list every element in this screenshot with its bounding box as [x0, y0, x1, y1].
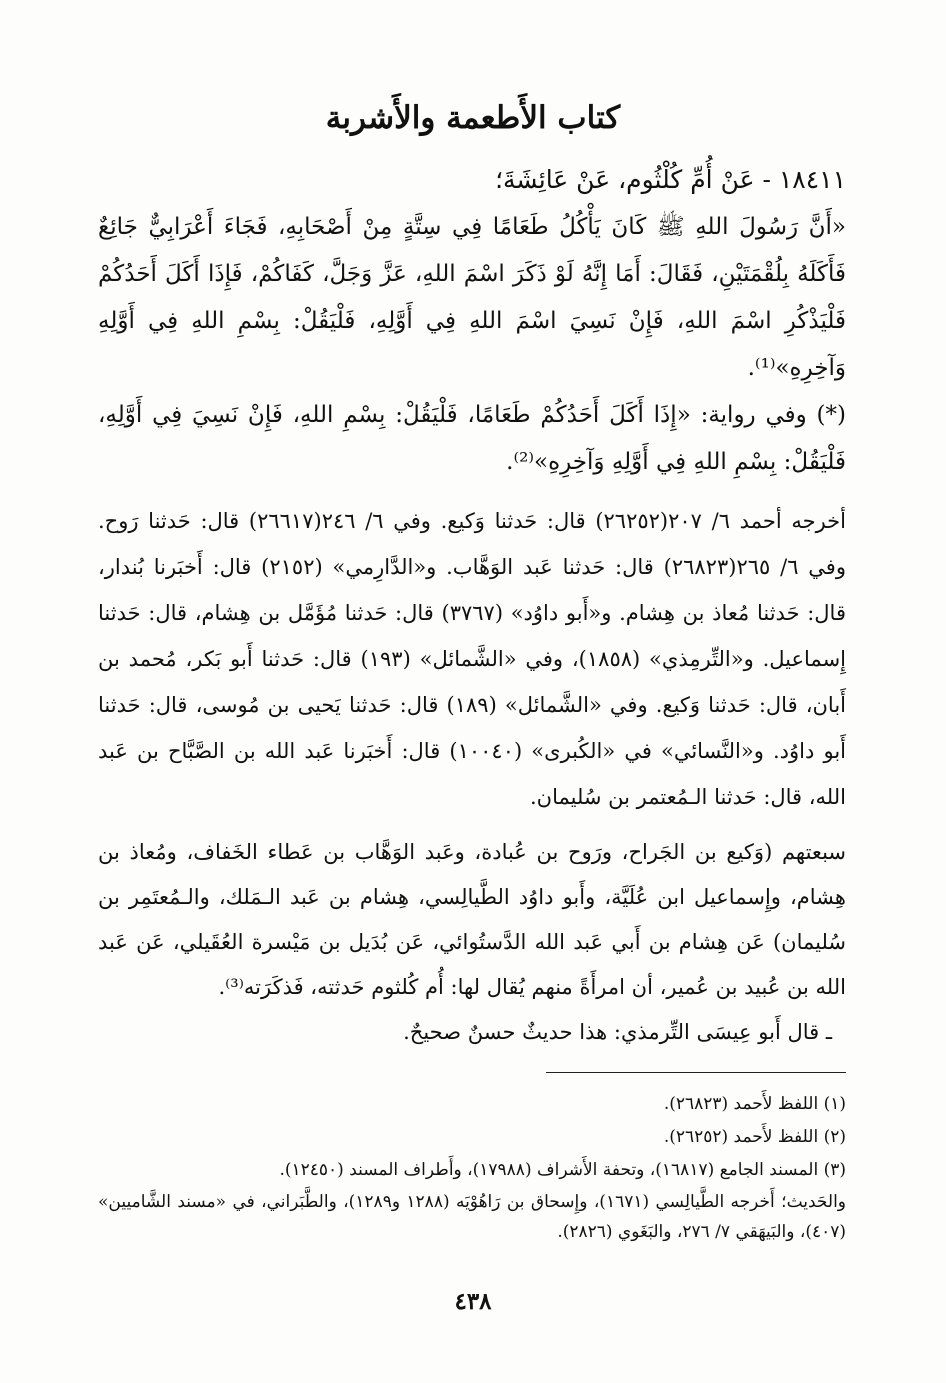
page-number: ٤٣٨: [454, 1288, 492, 1315]
main-content: [98, 160, 846, 1055]
isnad-chain-paragraph: سبعتهم (وَكيع بن الجَراح، ورَوح بن عُبادة، وعَبد الوَهَّاب بن عَطاء الخَفاف، ومُعاذ بن هِشام، وإِسماعيل ابن عُلَيَّة، وأَبو داوُد الطَّيالِسي، هِشام بن عَبد الـمَلك، والـمُعتَمِر بن سُليمان) عَن هِشام بن أَبي عَبد الله الدَّستُوائي، عَن بُدَيل بن مَيْسرة العُقَيلي، عَن عَبد الله بن عُبيد بن عُمير، أن امرأَةً منهم يُقال لها: أُم كُلثوم حَدثته، فَذكَرَته⁽³⁾.: [98, 840, 846, 999]
chapter-title: كتاب الأَطعمة والأَشربة: [325, 100, 621, 136]
footnote-3: (٣) المسند الجامع (١٦٨١٧)، وتحفة الأَشراف (١٧٩٨٨)، وأَطراف المسند (١٢٤٥٠).: [279, 1160, 846, 1180]
footnote-3-continued: والحَديث؛ أَخرجه الطَّيالِسي (١٦٧١)، وإِسحاق بن رَاهُوْيَه (١٢٨٨ و١٢٨٩)، والطَّبَراني، في «مسند الشَّاميين» (٤٠٧)، والبَيهَقي ٧/ ٢٧٦، والبَغَوي (٢٨٢٦).: [98, 1192, 846, 1242]
takhrij-paragraph: أخرجه أحمد ٦/ ٢٠٧(٢٦٢٥٢) قال: حَدثنا وَكيع. وفي ٦/ ٢٤٦(٢٦٦١٧) قال: حَدثنا رَوح. وفي ٦/ ٢٦٥(٢٦٨٢٣) قال: حَدثنا عَبد الوَهَّاب. و«الدَّارِمي» (٢١٥٢) قال: أَخبَرنا بُندار، قال: حَدثنا مُعاذ بن هِشام. و«أَبو داوُد» (٣٧٦٧) قال: حَدثنا مُؤَمَّل بن هِشام، قال: حَدثنا إِسماعيل. و«التِّرمِذي» (١٨٥٨)، وفي «الشَّمائل» (١٩٣) قال: حَدثنا أَبو بَكر، مُحمد بن أَبان، قال: حَدثنا وَكيع. وفي «الشَّمائل» (١٨٩) قال: حَدثنا يَحيى بن مُوسى، قال: حَدثنا أَبو داوُد. و«النَّسائي» في «الكُبرى» (١٠٠٤٠) قال: أَخبَرنا عَبد الله بن الصَّبَّاح بن عَبد الله، قال: حَدثنا الـمُعتمر بن سُليمان.: [98, 509, 847, 809]
footnote-1: (١) اللفظ لأَحمد (٢٦٨٢٣).: [663, 1094, 846, 1114]
tirmidhi-judgment: ـ قال أَبو عِيسَى التِّرمذي: هذا حديثٌ حسنٌ صحيحٌ.: [403, 1020, 832, 1044]
hadith-text: «أَنَّ رَسُولَ اللهِ ﷺ كَانَ يَأْكُلُ طَعَامًا فِي سِتَّةٍ مِنْ أَصْحَابِهِ، فَجَاءَ أَعْرَابِيٌّ جَائِعٌ فَأَكَلَهُ بِلُقْمَتَيْنِ، فَقَالَ: أَمَا إِنَّهُ لَوْ ذَكَرَ اسْمَ اللهِ، عَزَّ وَجَلَّ، كَفَاكُمْ، فَإِذَا أَكَلَ أَحَدُكُمْ فَلْيَذْكُرِ اسْمَ اللهِ، فَإِنْ نَسِيَ اسْمَ اللهِ فِي أَوَّلِهِ، فَلْيَقُلْ: بِسْمِ اللهِ فِي أَوَّلِهِ وَآخِرِهِ»⁽¹⁾.: [98, 214, 846, 381]
hadith-header: ١٨٤١١ - عَنْ أُمِّ كُلْثُوم، عَنْ عَائِشَةَ؛: [495, 165, 846, 194]
footnote-divider: [546, 1072, 846, 1073]
alternate-narration: (*) وفي رواية: «إِذَا أَكَلَ أَحَدُكُمْ طَعَامًا، فَلْيَقُلْ: بِسْمِ اللهِ، فَإِنْ نَسِيَ فِي أَوَّلِهِ، فَلْيَقُلْ: بِسْمِ اللهِ فِي أَوَّلِهِ وَآخِرِهِ»⁽²⁾.: [98, 402, 846, 475]
footnote-2: (٢) اللفظ لأَحمد (٢٦٢٥٢).: [663, 1127, 846, 1147]
footnotes: [98, 1088, 846, 1247]
